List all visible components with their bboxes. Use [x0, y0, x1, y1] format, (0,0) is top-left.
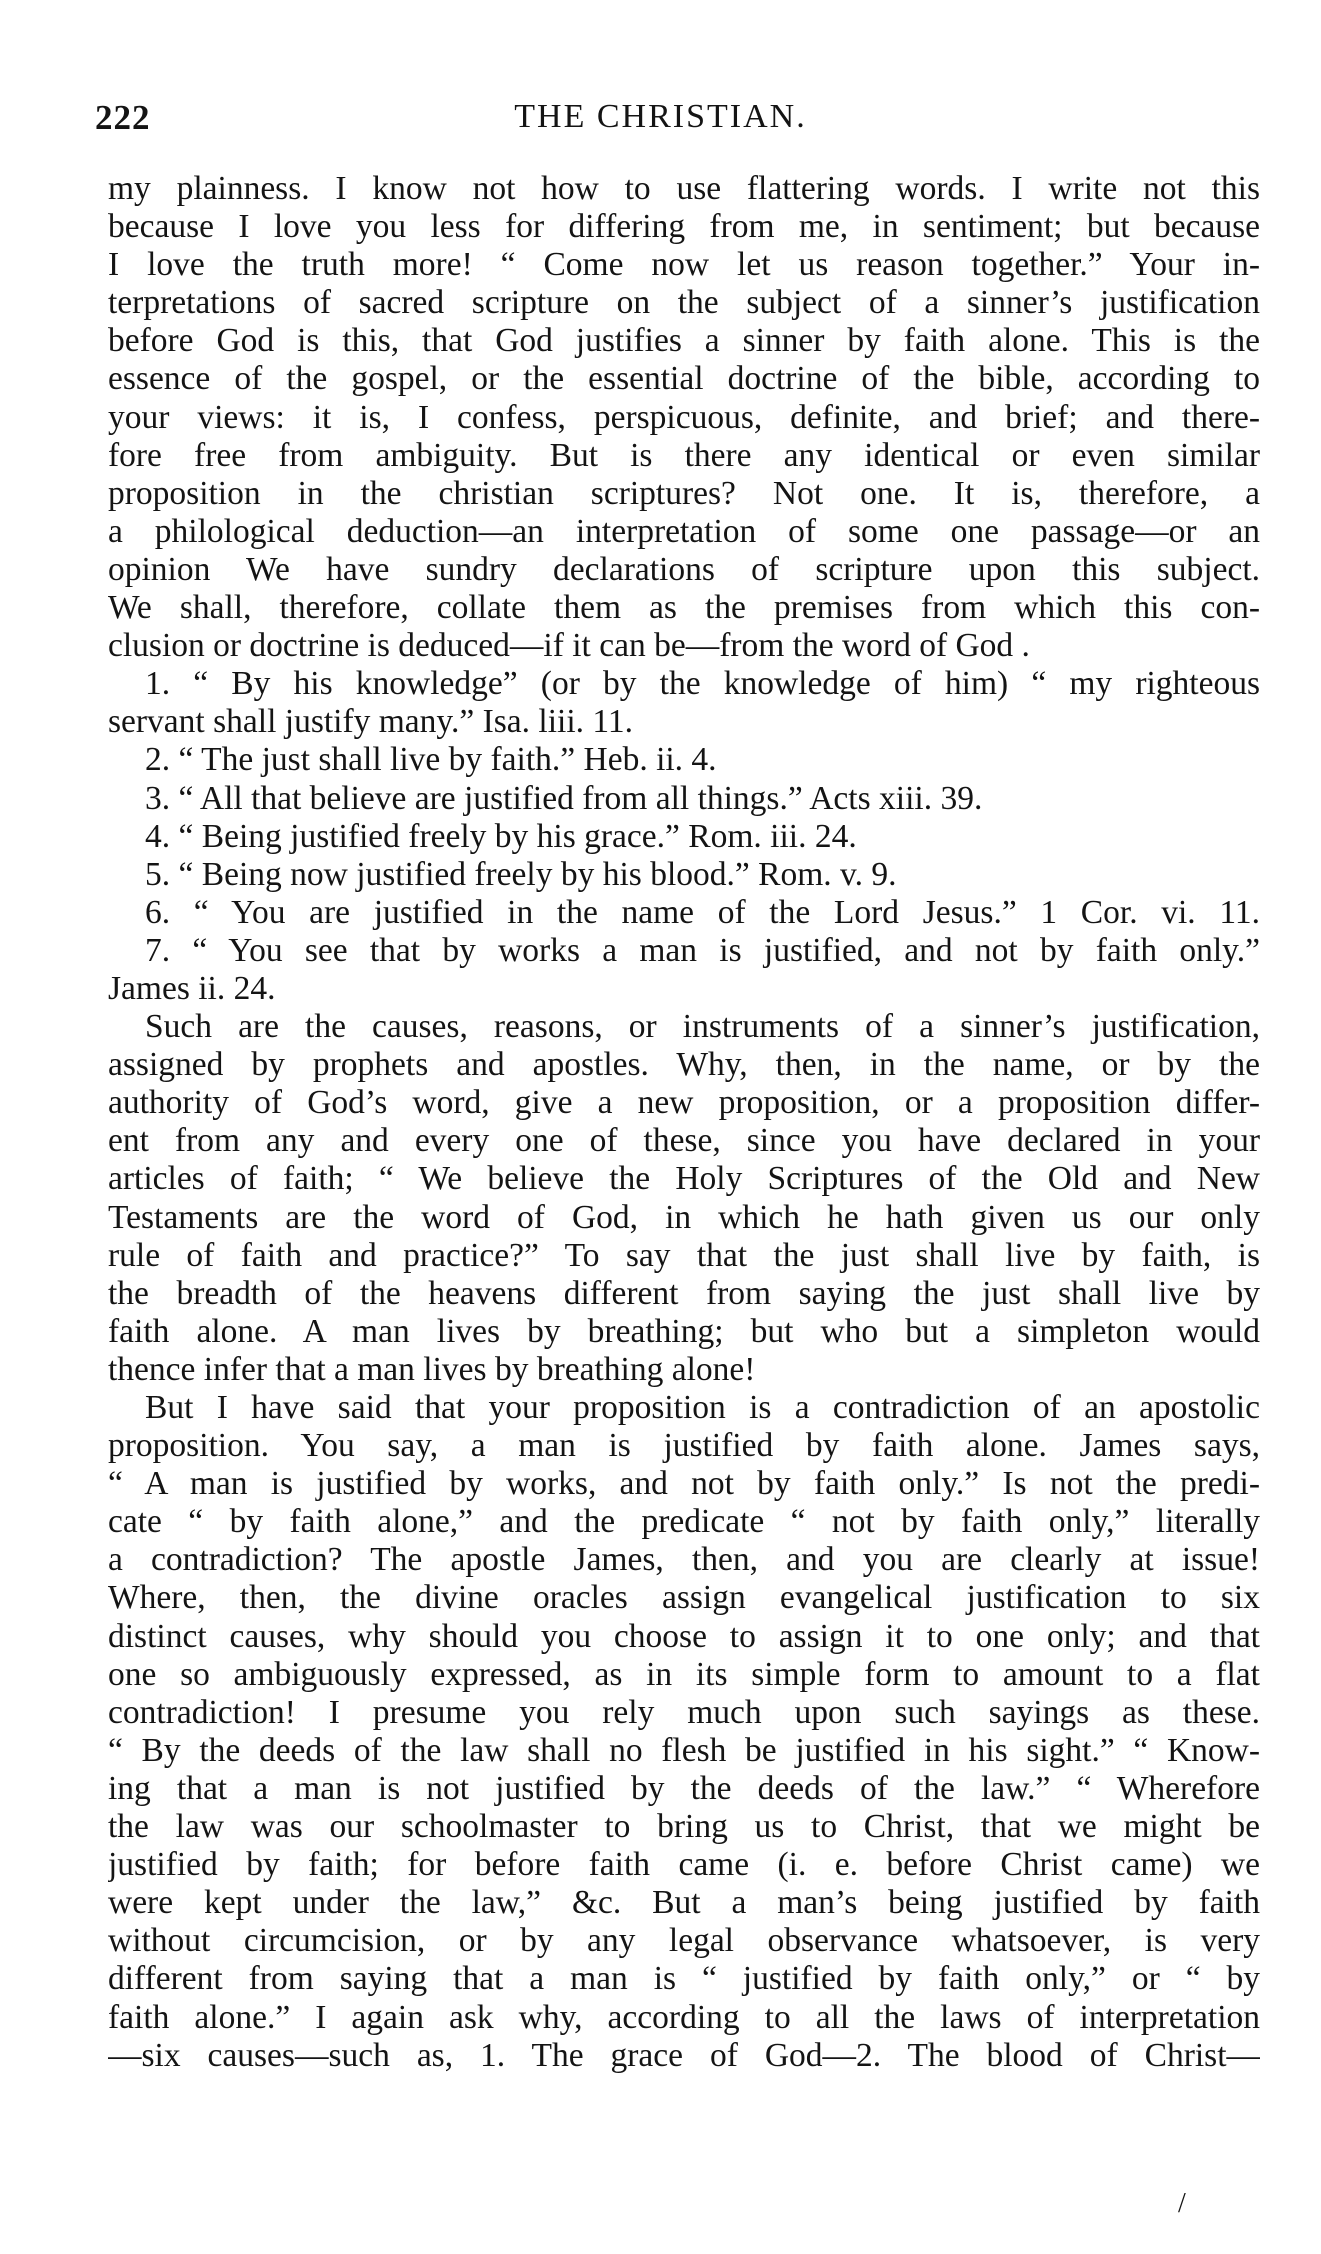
text-line: “ A man is justified by works, and not by faith only.” Is not the predi- — [108, 1465, 1260, 1503]
text-line: a contradiction? The apostle James, then, and you are clearly at issue! — [108, 1541, 1260, 1579]
text-line: rule of faith and practice?” To say that the just shall live by faith, is — [108, 1236, 1260, 1274]
text-line: terpretations of sacred scripture on the subject of a sinner’s justification — [108, 284, 1260, 322]
text-line: a philological deduction—an interpretation of some one passage—or an — [108, 512, 1260, 550]
text-line: thence infer that a man lives by breathing alone! — [108, 1350, 756, 1388]
text-line: your views: it is, I confess, perspicuous, definite, and brief; and there- — [108, 398, 1260, 436]
text-line: I love the truth more! “ Come now let us reason together.” Your in- — [108, 246, 1260, 284]
text-line: before God is this, that God justifies a sinner by faith alone. This is the — [108, 322, 1260, 360]
text-line: opinion We have sundry declarations of scripture upon this subject. — [108, 550, 1260, 588]
text-line: 2. “ The just shall live by faith.” Heb. ii. 4. — [145, 741, 717, 779]
text-line: articles of faith; “ We believe the Holy Scriptures of the Old and New — [108, 1160, 1260, 1198]
text-line: proposition. You say, a man is justified by faith alone. James says, — [108, 1427, 1260, 1465]
text-line: authority of God’s word, give a new proposition, or a proposition differ- — [108, 1084, 1260, 1122]
text-line: my plainness. I know not how to use flattering words. I write not this — [108, 170, 1260, 207]
text-line: because I love you less for differing from me, in sentiment; but because — [108, 208, 1260, 246]
stray-mark: / — [1178, 2188, 1186, 2219]
page-header — [0, 98, 1321, 148]
text-line: Testaments are the word of God, in which he hath given us our only — [108, 1198, 1260, 1236]
text-line: clusion or doctrine is deduced—if it can be—from the word of God . — [108, 627, 1030, 665]
text-line: ent from any and every one of these, since you have declared in your — [108, 1122, 1260, 1160]
text-line: “ By the deeds of the law shall no flesh be justified in his sight.” “ Know- — [108, 1731, 1260, 1769]
text-line: cate “ by faith alone,” and the predicate “ not by faith only,” literally — [108, 1503, 1260, 1541]
text-line: faith alone.” I again ask why, according to all the laws of interpretation — [108, 1998, 1260, 2036]
body-text — [108, 170, 1260, 2075]
text-line: faith alone. A man lives by breathing; but who but a simpleton would — [108, 1312, 1260, 1350]
text-line: proposition in the christian scriptures? Not one. It is, therefore, a — [108, 474, 1260, 512]
text-line: one so ambiguously expressed, as in its simple form to amount to a flat — [108, 1655, 1260, 1693]
text-line: Such are the causes, reasons, or instruments of a sinner’s justification, — [145, 1008, 1260, 1046]
text-line: But I have said that your proposition is a contradiction of an apostolic — [145, 1389, 1260, 1426]
text-line: different from saying that a man is “ justified by faith only,” or “ by — [108, 1960, 1260, 1998]
page-number: 222 — [95, 98, 151, 137]
text-line: servant shall justify many.” Isa. liii. 11. — [108, 703, 634, 741]
text-line: essence of the gospel, or the essential doctrine of the bible, according to — [108, 360, 1260, 398]
text-line: justified by faith; for before faith came (i. e. before Christ came) we — [108, 1846, 1260, 1884]
text-line: contradiction! I presume you rely much upon such sayings as these. — [108, 1693, 1260, 1731]
text-line: We shall, therefore, collate them as the premises from which this con- — [108, 589, 1260, 627]
text-line: the breadth of the heavens different from saying the just shall live by — [108, 1274, 1260, 1312]
text-line: 4. “ Being justified freely by his grace.” Rom. iii. 24. — [145, 817, 857, 855]
text-line: distinct causes, why should you choose to assign it to one only; and that — [108, 1617, 1260, 1655]
text-line: 7. “ You see that by works a man is justified, and not by faith only.” — [145, 931, 1260, 969]
text-line: —six causes—such as, 1. The grace of God—2. The blood of Christ— — [108, 2036, 1260, 2074]
text-line: James ii. 24. — [108, 969, 276, 1007]
text-line: ing that a man is not justified by the deeds of the law.” “ Wherefore — [108, 1769, 1260, 1807]
text-line: 3. “ All that believe are justified from all things.” Acts xiii. 39. — [145, 779, 983, 817]
text-line: the law was our schoolmaster to bring us to Christ, that we might be — [108, 1808, 1260, 1846]
text-line: assigned by prophets and apostles. Why, then, in the name, or by the — [108, 1046, 1260, 1084]
text-line: were kept under the law,” &c. But a man’s being justified by faith — [108, 1884, 1260, 1922]
text-line: Where, then, the divine oracles assign evangelical justification to six — [108, 1579, 1260, 1617]
running-head: THE CHRISTIAN. — [514, 98, 807, 135]
text-line: 6. “ You are justified in the name of the Lord Jesus.” 1 Cor. vi. 11. — [145, 893, 1260, 931]
text-line: 5. “ Being now justified freely by his blood.” Rom. v. 9. — [145, 855, 897, 893]
text-line: fore free from ambiguity. But is there any identical or even similar — [108, 436, 1260, 474]
text-line: 1. “ By his knowledge” (or by the knowledge of him) “ my righteous — [145, 665, 1260, 703]
text-line: without circumcision, or by any legal observance whatsoever, is very — [108, 1922, 1260, 1960]
